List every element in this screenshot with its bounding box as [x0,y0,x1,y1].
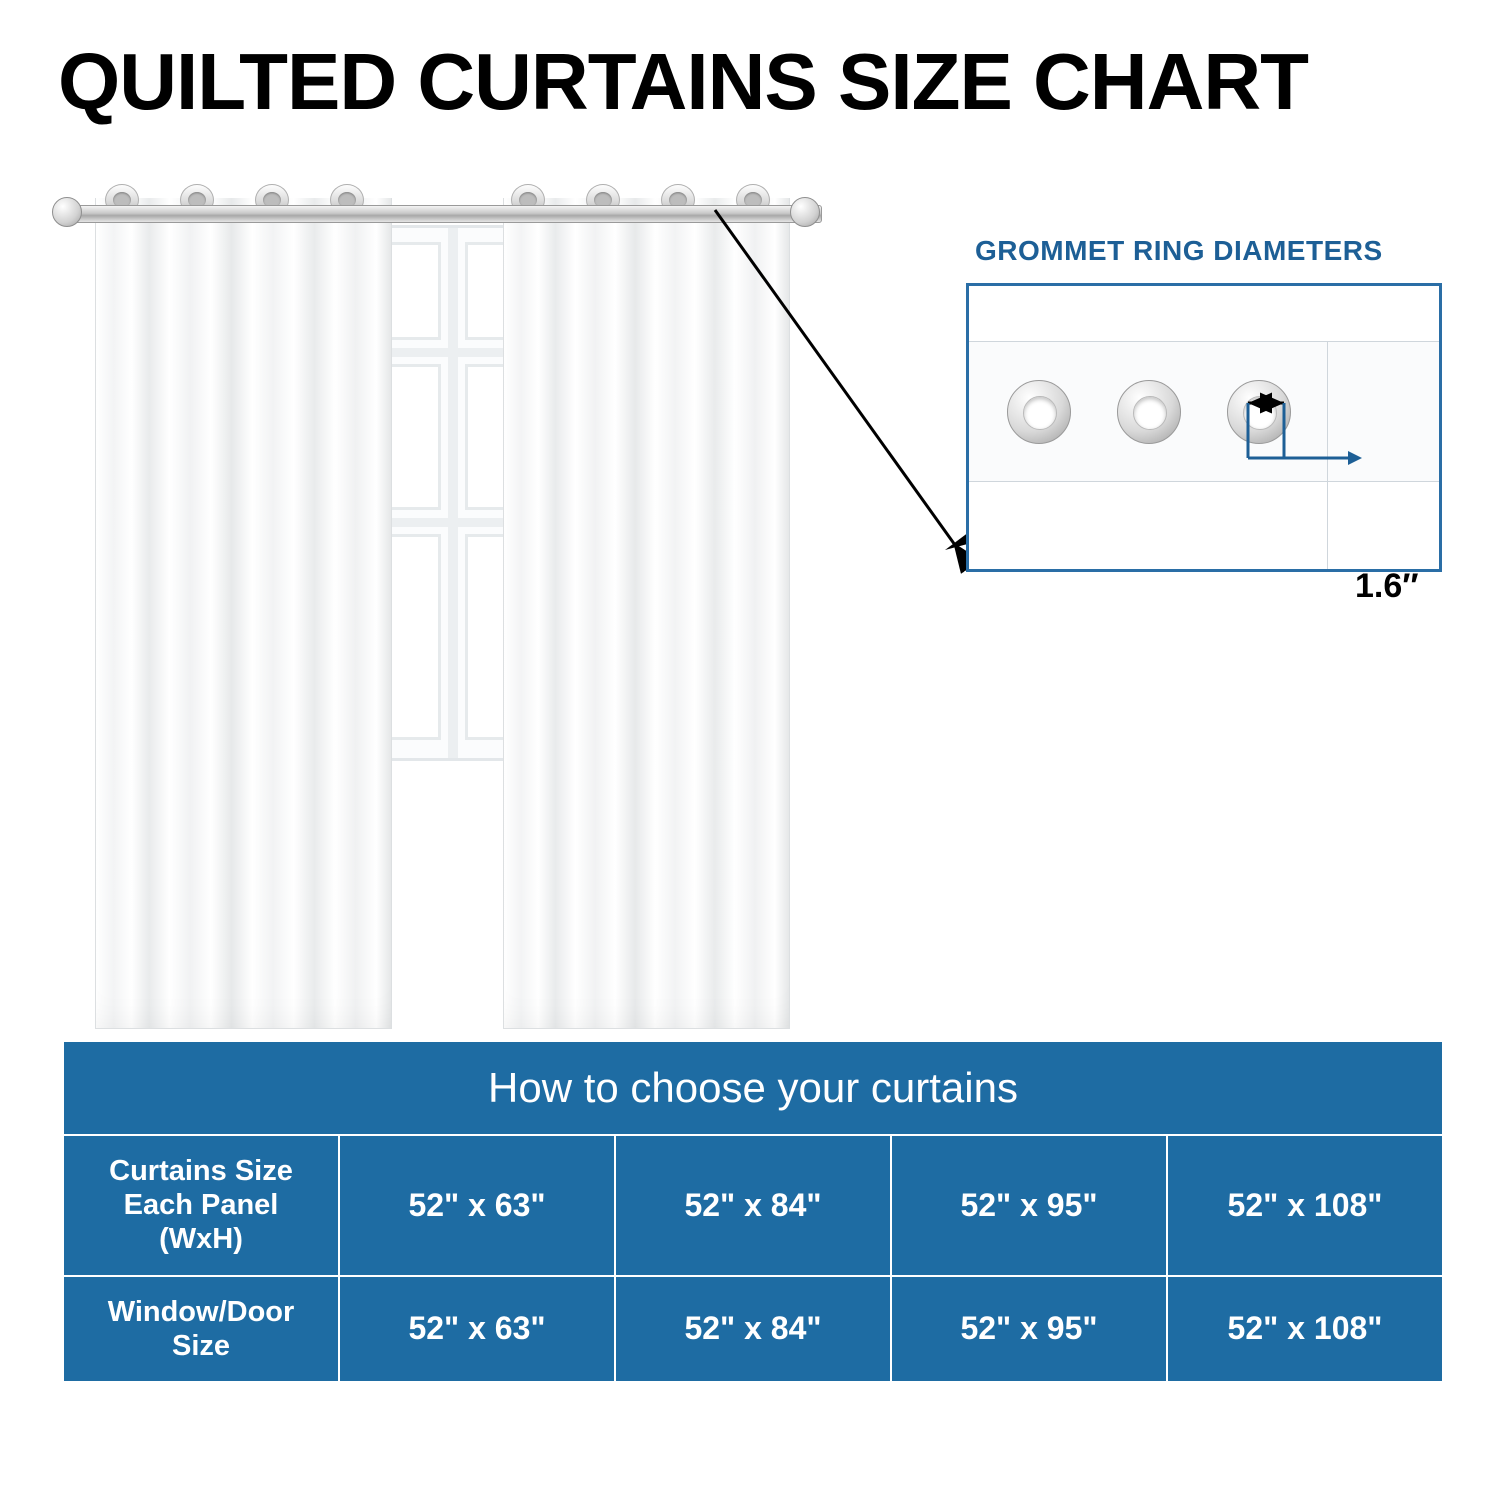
row-label-line: Size [171,1329,231,1362]
curtain-fabric [95,198,392,1029]
fabric-seam-top [969,341,1439,342]
table-row [63,1135,1443,1276]
curtain-fabric [503,198,790,1029]
table-cell: 52" x 84" [615,1276,891,1382]
grommet-detail-box [966,283,1442,572]
grommet-ring-icon [1117,380,1181,444]
grommet-ring-icon [1007,380,1071,444]
fabric-seam-right [1327,341,1328,569]
table-cell: 52" x 108" [1167,1135,1443,1276]
window-pane [387,534,441,740]
curtain-illustration [0,150,1500,1030]
size-table [62,1040,1444,1383]
table-cell: 52" x 63" [339,1135,615,1276]
table-header-row [63,1041,1443,1135]
window-mullion-vertical [448,228,458,758]
table-cell: 52" x 95" [891,1135,1167,1276]
window-pane [387,242,441,340]
rod-finial-right [790,197,820,227]
detail-heading: GROMMET RING DIAMETERS [975,235,1383,266]
curtain-rod [60,205,822,223]
grommet-ring-icon [1227,380,1291,444]
row-label-curtains-size [63,1135,339,1276]
row-label-line: Curtains Size [109,1155,293,1187]
table-header-title: How to choose your curtains [63,1041,1443,1135]
curtain-panel-left [95,198,390,1028]
curtain-panel-right [503,198,788,1028]
fabric-seam-bottom [969,481,1439,482]
size-table-wrapper [60,1038,1446,1385]
row-label-window-door-size [63,1276,339,1382]
table-cell: 52" x 84" [615,1135,891,1276]
table-cell: 52" x 63" [339,1276,615,1382]
table-row [63,1276,1443,1382]
row-label-line: Window/Door [107,1295,295,1328]
grommet-diameter-label: 1.6″ [1355,567,1419,605]
window-pane [387,364,441,510]
row-label-line: Each Panel [123,1189,279,1222]
row-label-line: (WxH) [159,1223,243,1256]
table-cell: 52" x 95" [891,1276,1167,1382]
table-cell: 52" x 108" [1167,1276,1443,1382]
page-title: QUILTED CURTAINS SIZE CHART [58,37,1308,126]
rod-finial-left [52,197,82,227]
